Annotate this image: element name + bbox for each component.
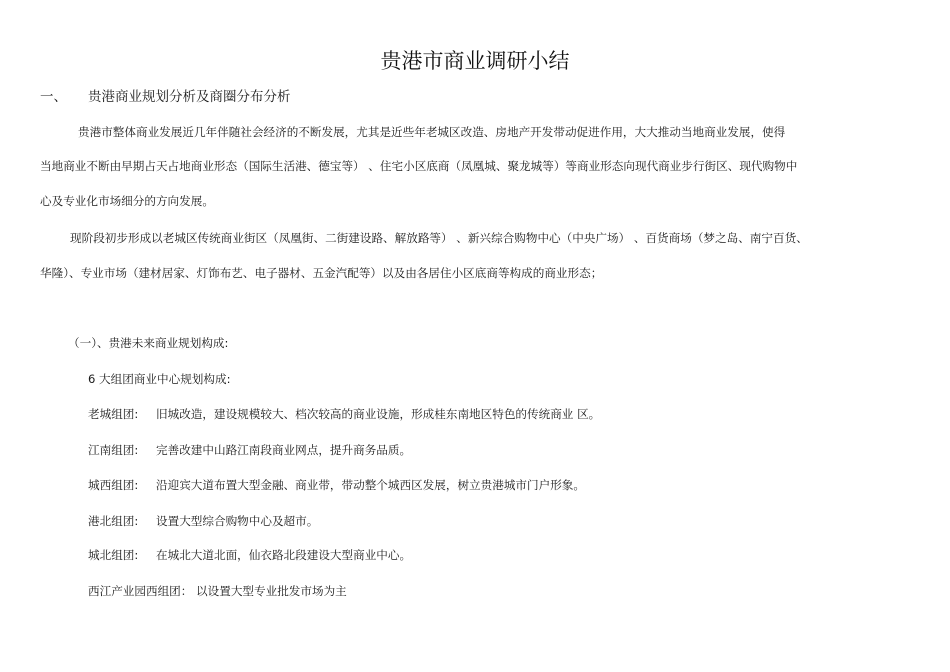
group-item-chengxi [88,476,585,494]
paragraph-2-line-2: 华隆）、专业市场（建材居家、灯饰布艺、电子器材、五金汽配等）以及由各居住小区底商等构成的商业形态； [40,266,603,280]
group-label: 江南组团: [88,443,139,457]
paragraph-2-line-1: 现阶段初步形成以老城区传统商业街区（凤凰街、二街建设路、解放路等） 、新兴综合购物中心（中央广场） 、百货商场（梦之岛、南宁百货、 [70,231,808,245]
group-intro: 6 大组团商业中心规划构成: [88,372,231,386]
group-text: 旧城改造，建设规模较大、档次较高的商业设施，形成桂东南地区特色的传统商业 区。 [156,407,601,421]
paragraph-1-line-2: 当地商业不断由早期占天占地商业形态（国际生活港、德宝等） 、住宅小区底商（凤凰城、聚龙城等）等商业形态向现代商业步行街区、现代购物中 [40,159,798,173]
section-title: 贵港商业规划分析及商圈分布分析 [88,89,291,105]
group-text: ： 以设置大型专业批发市场为主 [180,584,347,598]
group-item-xijiang [88,582,347,600]
group-item-gangbei [88,512,318,530]
document-title: 贵港市商业调研小结 [380,49,570,73]
paragraph-1-line-3: 心及专业化市场细分的方向发展。 [40,194,214,208]
group-item-old-city [88,405,600,423]
group-label: 城西组团: [88,478,139,492]
section-heading [40,87,291,107]
group-label: 城北组团: [88,548,139,562]
paragraph-1-line-1: 贵港市整体商业发展近几年伴随社会经济的不断发展，尤其是近些年老城区改造、房地产开发带动促进作用，大大推动当地商业发展，使得 [78,125,786,139]
subsection-title: （一）、贵港未来商业规划构成: [68,336,229,350]
section-number: 一、 [40,89,67,105]
group-text: 在城北大道北面，仙衣路北段建设大型商业中心。 [156,548,412,562]
group-text: 完善改建中山路江南段商业网点，提升商务品质。 [156,443,412,457]
group-text: 设置大型综合购物中心及超市。 [156,514,319,528]
group-item-chengbei [88,546,411,564]
group-text: 沿迎宾大道布置大型金融、商业带，带动整个城西区发展，树立贵港城市门户形象。 [156,478,585,492]
group-label: 西江产业园西组团 [88,584,181,598]
group-label: 老城组团: [88,407,139,421]
group-item-jiangnan [88,441,411,459]
group-label: 港北组团: [88,514,139,528]
